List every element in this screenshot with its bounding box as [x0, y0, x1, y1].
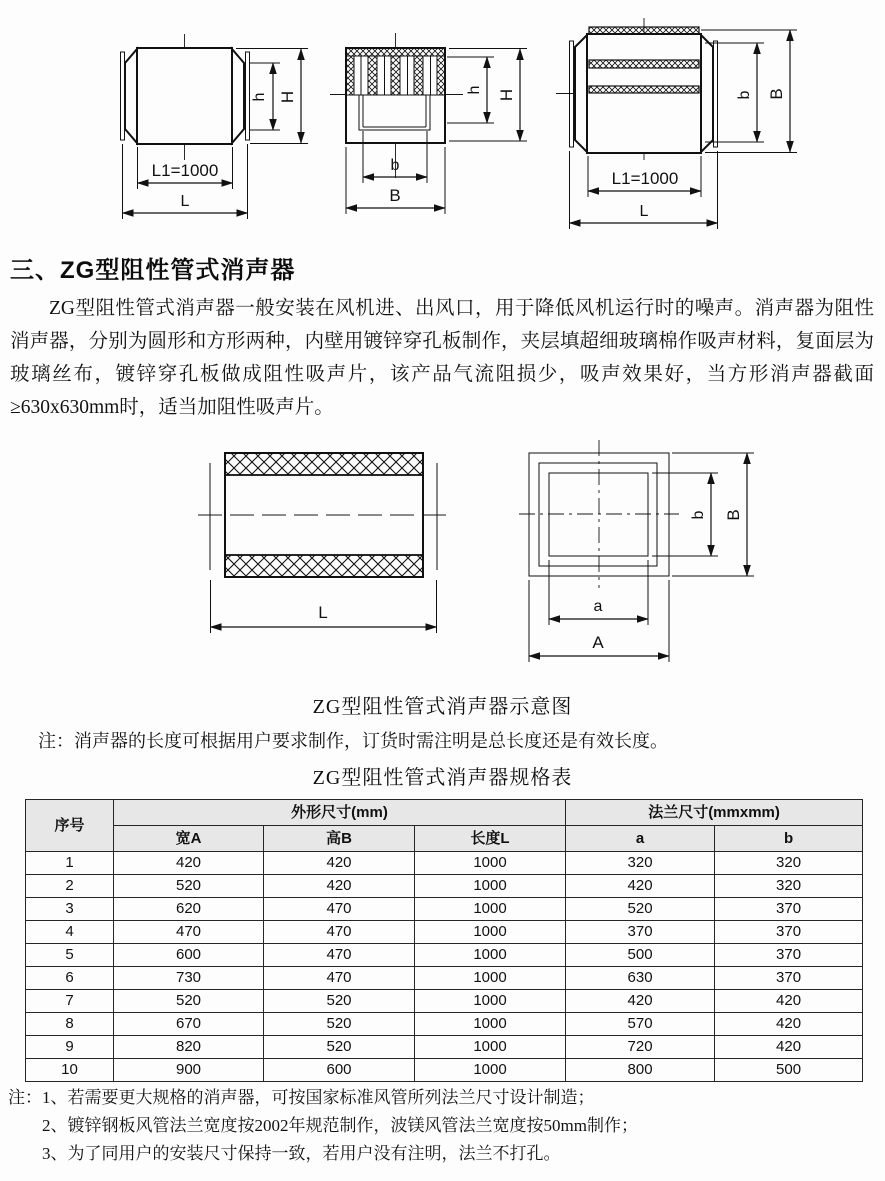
- table-cell: 1000: [415, 1013, 566, 1036]
- spec-table-body: [26, 852, 863, 1082]
- table-cell: 1000: [415, 1036, 566, 1059]
- section-heading: 三、ZG型阻性管式消声器: [10, 257, 296, 284]
- dim-label-L: L: [180, 193, 190, 210]
- col-header-flange-b: b: [715, 826, 863, 852]
- table-row: [26, 875, 863, 898]
- footnote-item: 2、镀锌钢板风管法兰宽度按2002年规范制作，波镁风管法兰宽度按50mm制作；: [42, 1116, 638, 1135]
- col-group-flange-dimensions: 法兰尺寸(mmxmm): [566, 800, 863, 826]
- table-cell: 600: [114, 944, 264, 967]
- table-cell: 520: [264, 990, 415, 1013]
- dim-label-a: a: [593, 598, 603, 615]
- footnote-item: 1、若需要更大规格的消声器，可按国家标准风管所列法兰尺寸设计制造；: [42, 1088, 595, 1107]
- table-cell: 570: [566, 1013, 715, 1036]
- table-cell: 520: [264, 1013, 415, 1036]
- col-header-serial: 序号: [26, 800, 114, 852]
- dim-label-B: B: [724, 509, 743, 521]
- table-cell: 800: [566, 1059, 715, 1082]
- table-cell: 370: [715, 944, 863, 967]
- table-cell: 7: [26, 990, 114, 1013]
- table-row: [26, 1013, 863, 1036]
- table-cell: 1000: [415, 1059, 566, 1082]
- table-cell: 4: [26, 921, 114, 944]
- table-cell: 620: [114, 898, 264, 921]
- table-cell: 420: [264, 875, 415, 898]
- table-cell: 720: [566, 1036, 715, 1059]
- table-cell: 600: [264, 1059, 415, 1082]
- table-cell: 420: [566, 875, 715, 898]
- table-cell: 1000: [415, 921, 566, 944]
- col-header-height-B: 高B: [264, 826, 415, 852]
- table-cell: 1: [26, 852, 114, 875]
- dim-label-b: b: [736, 90, 753, 100]
- table-cell: 520: [264, 1036, 415, 1059]
- table-cell: 3: [26, 898, 114, 921]
- dim-label-B: B: [767, 88, 786, 100]
- table-cell: 420: [715, 1036, 863, 1059]
- dim-label-b: b: [390, 157, 400, 174]
- table-cell: 1000: [415, 852, 566, 875]
- figure-note: 注：消声器的长度可根据用户要求制作，订货时需注明是总长度还是有效长度。: [38, 731, 668, 751]
- table-cell: 6: [26, 967, 114, 990]
- table-row: [26, 990, 863, 1013]
- table-cell: 500: [566, 944, 715, 967]
- table-cell: 10: [26, 1059, 114, 1082]
- table-cell: 1000: [415, 944, 566, 967]
- table-cell: 730: [114, 967, 264, 990]
- table-row: [26, 1059, 863, 1082]
- footnotes-label: 注：: [8, 1088, 42, 1107]
- table-cell: 8: [26, 1013, 114, 1036]
- table-row: [26, 967, 863, 990]
- table-cell: 420: [715, 990, 863, 1013]
- table-cell: 500: [715, 1059, 863, 1082]
- table-cell: 420: [715, 1013, 863, 1036]
- table-cell: 370: [715, 898, 863, 921]
- circular-silencer-side-view: [121, 34, 309, 219]
- table-cell: 1000: [415, 898, 566, 921]
- footnotes: [8, 1084, 868, 1168]
- dim-label-L1: L1=1000: [151, 161, 219, 180]
- table-cell: 670: [114, 1013, 264, 1036]
- dim-label-H: H: [278, 90, 297, 104]
- table-cell: 630: [566, 967, 715, 990]
- table-row: [26, 898, 863, 921]
- circular-silencer-section: [198, 453, 447, 633]
- table-cell: 470: [264, 944, 415, 967]
- table-cell: 370: [715, 921, 863, 944]
- table-row: [26, 852, 863, 875]
- table-cell: 520: [114, 990, 264, 1013]
- dim-label-b: b: [690, 510, 707, 520]
- table-cell: 470: [264, 967, 415, 990]
- col-header-flange-a: a: [566, 826, 715, 852]
- dim-label-L: L: [639, 203, 649, 220]
- table-cell: 1000: [415, 990, 566, 1013]
- table-cell: 470: [264, 898, 415, 921]
- table-cell: 9: [26, 1036, 114, 1059]
- table-cell: 320: [715, 852, 863, 875]
- table-cell: 520: [114, 875, 264, 898]
- table-cell: 470: [114, 921, 264, 944]
- dim-label-L: L: [318, 603, 328, 622]
- table-cell: 420: [264, 852, 415, 875]
- figure-caption: ZG型阻性管式消声器示意图: [312, 696, 573, 718]
- silencer-front-view-baffles: [330, 33, 527, 214]
- table-cell: 1000: [415, 967, 566, 990]
- dim-label-B: B: [389, 186, 401, 205]
- table-cell: 820: [114, 1036, 264, 1059]
- dim-label-H: H: [497, 88, 516, 102]
- table-row: [26, 1036, 863, 1059]
- table-cell: 420: [114, 852, 264, 875]
- table-cell: 1000: [415, 875, 566, 898]
- square-silencer-cross-section: [519, 440, 754, 662]
- spec-table-title: ZG型阻性管式消声器规格表: [312, 767, 573, 789]
- dim-label-h: h: [251, 92, 268, 102]
- table-cell: 370: [566, 921, 715, 944]
- footnote-item: 3、为了同用户的安装尺寸保持一致，若用户没有注明，法兰不打孔。: [42, 1144, 561, 1163]
- table-cell: 370: [715, 967, 863, 990]
- table-cell: 2: [26, 875, 114, 898]
- description-paragraph: ZG型阻性管式消声器一般安装在风机进、出风口，用于降低风机运行时的噪声。消声器为阻性消声器，分别为圆形和方形两种，内壁用镀锌穿孔板制作，夹层填超细玻璃棉作吸声材料，复面层为玻璃丝布，镀锌穿孔板做成阻性吸声片，该产品气流阻损少，吸声效果好，当方形消声器截面≥630x630mm时，适当加阻性吸声片。: [10, 298, 874, 418]
- table-cell: 5: [26, 944, 114, 967]
- dim-label-A: A: [592, 633, 604, 652]
- top-drawings: [0, 0, 885, 250]
- spec-table-header: [26, 800, 863, 852]
- schematic-drawings: [0, 438, 885, 678]
- rectangular-silencer-side-view: [556, 18, 797, 229]
- table-cell: 470: [264, 921, 415, 944]
- col-header-length-L: 长度L: [415, 826, 566, 852]
- footnotes-items: [42, 1084, 868, 1168]
- table-row: [26, 944, 863, 967]
- table-row: [26, 921, 863, 944]
- spec-table: [25, 799, 863, 1082]
- table-cell: 320: [715, 875, 863, 898]
- table-cell: 900: [114, 1059, 264, 1082]
- table-cell: 420: [566, 990, 715, 1013]
- table-cell: 520: [566, 898, 715, 921]
- col-group-outer-dimensions: 外形尺寸(mm): [114, 800, 566, 826]
- col-header-width-A: 宽A: [114, 826, 264, 852]
- dim-label-L1: L1=1000: [611, 169, 679, 188]
- table-cell: 320: [566, 852, 715, 875]
- dim-label-h: h: [466, 85, 483, 95]
